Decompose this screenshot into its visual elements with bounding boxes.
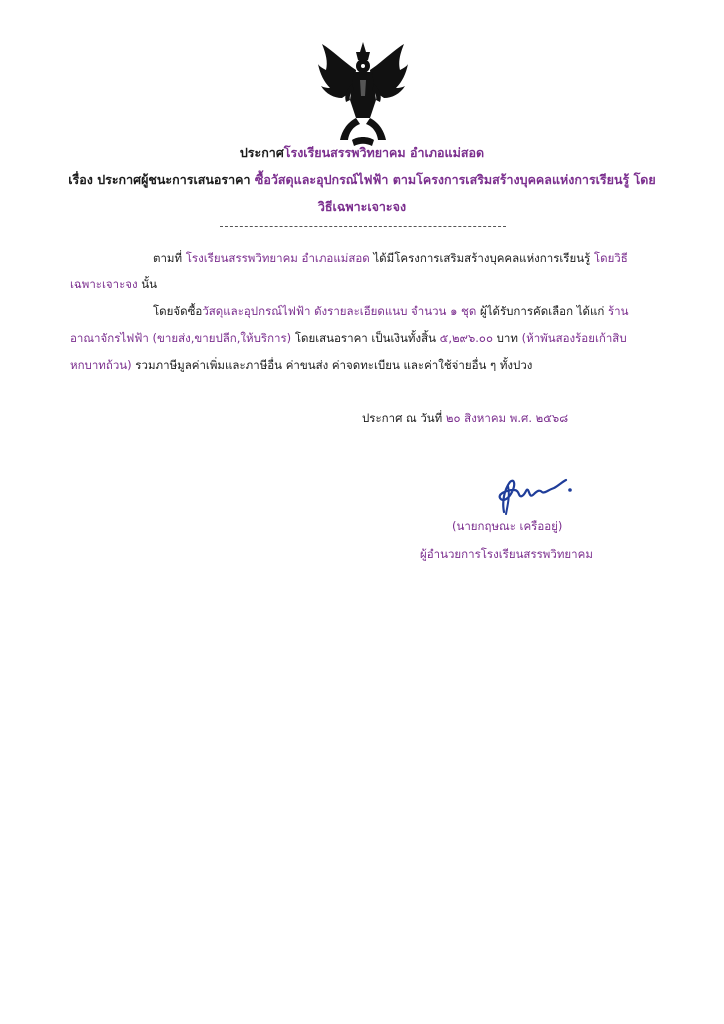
date-label: ประกาศ ณ วันที่ (362, 411, 446, 425)
header-line-3: วิธีเฉพาะเจาะจง (317, 199, 407, 214)
item-description: วัสดุและอุปกรณ์ไฟฟ้า ดังรายละเอียดแนบ จำนวน ๑ ชุด (202, 304, 477, 318)
paragraph-1-line-1 (153, 250, 628, 266)
header-line-1 (0, 145, 724, 161)
text: นั้น (137, 277, 158, 291)
price-words: (ห้าพันสองร้อยเก้าสิบ (521, 331, 627, 345)
garuda-emblem-icon (316, 40, 410, 150)
header-subject: ซื้อวัสดุและอุปกรณ์ไฟฟ้า ตามโครงการเสริมสร้างบุคคลแห่งการเรียนรู้ โดย (254, 172, 656, 187)
paragraph-1-line-2 (70, 276, 157, 292)
paragraph-2-line-2 (70, 330, 627, 346)
method-text: โดยวิธี (593, 251, 628, 265)
price-amount: ๕,๒๙๖.๐๐ (439, 331, 493, 345)
vendor-name: ร้าน (607, 304, 629, 318)
text: ตามที่ (153, 251, 186, 265)
text: โดยจัดซื้อ (153, 304, 203, 318)
paragraph-2-line-1 (153, 303, 628, 319)
header-line-2 (0, 172, 724, 188)
method-text: เฉพาะเจาะจง (70, 277, 138, 291)
header-prefix: ประกาศ (239, 145, 284, 160)
signer-name: (นายกฤษณะ เครืออยู่) (452, 519, 563, 533)
text: ได้มีโครงการเสริมสร้างบุคคลแห่งการเรียนรู้ (369, 251, 594, 265)
text: รวมภาษีมูลค่าเพิ่มและภาษีอื่น ค่าขนส่ง ค่าจดทะเบียน และค่าใช้จ่ายอื่น ๆ ทั้งปวง (131, 358, 533, 372)
school-name: โรงเรียนสรรพวิทยาคม อำเภอแม่สอด (185, 251, 370, 265)
announcement-date: ๒๐ สิงหาคม พ.ศ. ๒๕๖๘ (445, 411, 569, 425)
text: ผู้ได้รับการคัดเลือก ได้แก่ (476, 304, 608, 318)
divider-dashes (220, 226, 506, 227)
price-words: หกบาทถ้วน) (70, 358, 132, 372)
paragraph-2-line-3 (70, 357, 532, 373)
announcement-date-line (362, 410, 568, 426)
signer-position: ผู้อำนวยการโรงเรียนสรรพวิทยาคม (420, 547, 593, 561)
header-organization: โรงเรียนสรรพวิทยาคม อำเภอแม่สอด (283, 145, 485, 160)
text: โดยเสนอราคา เป็นเงินทั้งสิ้น (291, 331, 440, 345)
handwritten-signature-icon (478, 468, 578, 518)
header-subject-prefix: เรื่อง ประกาศผู้ชนะการเสนอราคา (68, 172, 255, 187)
vendor-name: อาณาจักรไฟฟ้า (ขายส่ง,ขายปลีก,ให้บริการ) (70, 331, 292, 345)
text: บาท (492, 331, 522, 345)
